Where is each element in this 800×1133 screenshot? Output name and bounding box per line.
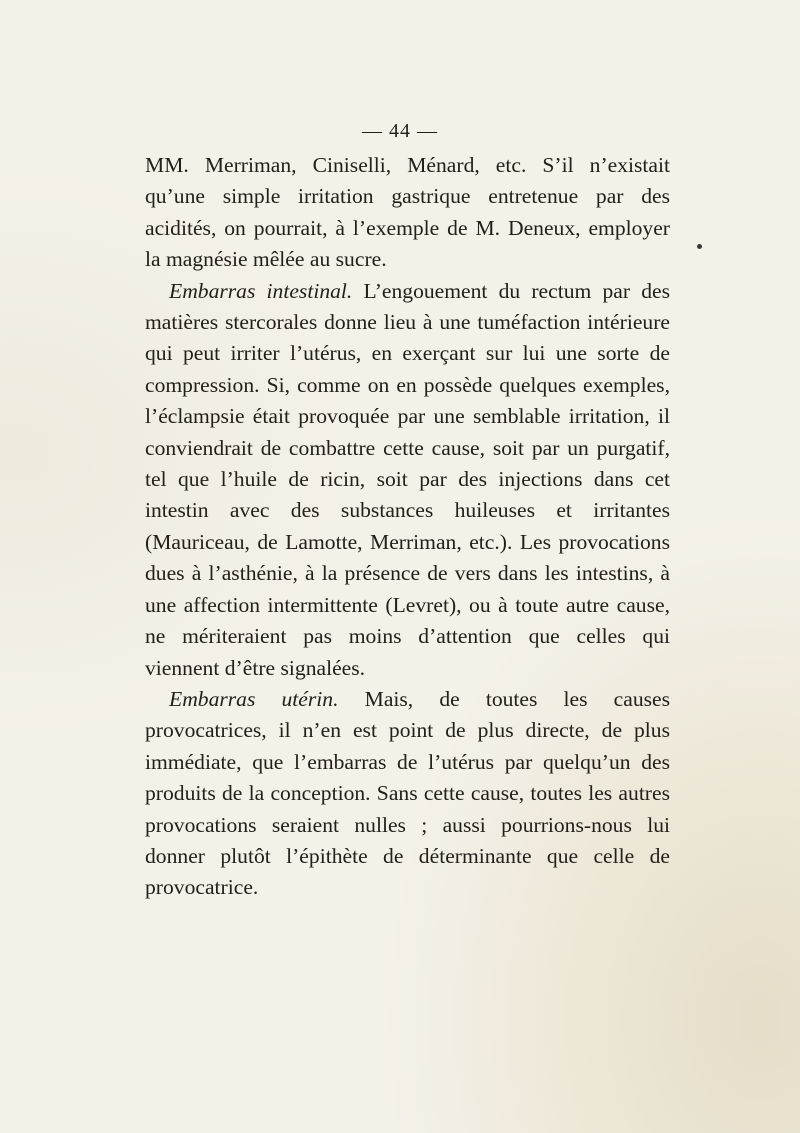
paragraph-3-text: Mais, de toutes les causes provocatrices, il n’en est point de plus directe, de plus immédiate, que l’embarras de l’utérus par quelqu’un des produits de la conception. Sans cette cause, toutes les autres provocations seraient nulles ; aussi pourrions-nous lui donner plutôt l’épithète de déterminante que celle de provocatrice. [145, 686, 671, 900]
paragraph-1-text: MM. Merriman, Ciniselli, Ménard, etc. S’il n’existait qu’une simple irritation gastrique entretenue par des acidités, on pourrait, à l’exemple de M. Deneux, employer la magnésie mêlée au sucre. [145, 153, 670, 272]
body-text [145, 150, 670, 904]
section-heading-embarras-uterin: Embarras utérin. [169, 686, 339, 711]
paragraph-1 [145, 150, 670, 276]
paragraph-2 [145, 276, 670, 684]
paragraph-2-text: L’engouement du rectum par des matières stercorales donne lieu à une tuméfaction intérieure qui peut irriter l’utérus, en exerçant sur lui une sorte de compression. Si, comme on en possède quelques exemples, l’éclampsie était provoquée par une semblable irritation, il conviendrait de combattre cette cause, soit par un purgatif, tel que l’huile de ricin, soit par des injections dans cet intestin avec des substances huileuses et irritantes (Mauriceau, de Lamotte, Merriman, etc.). Les provocations dues à l’asthénie, à la présence de vers dans les intestins, à une affection intermittente (Levret), ou à toute autre cause, ne mériteraient pas moins d’attention que celles qui viennent d’être signalées. [145, 278, 670, 680]
paragraph-3 [145, 684, 670, 904]
paper-speck [697, 244, 702, 249]
page-number: — 44 — [362, 120, 438, 142]
section-heading-embarras-intestinal: Embarras intestinal. [169, 278, 353, 303]
